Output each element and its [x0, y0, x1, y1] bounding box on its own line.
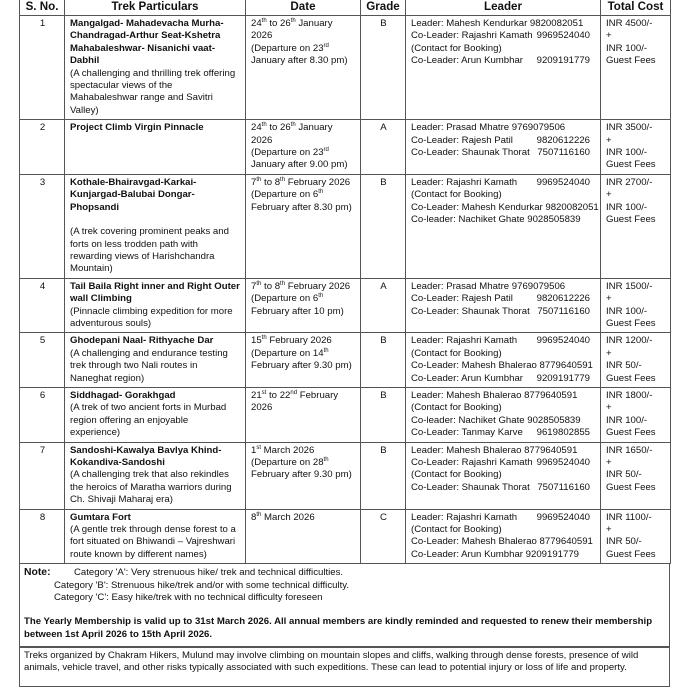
header-particulars: Trek Particulars — [65, 0, 246, 16]
trek-leaders — [406, 442, 601, 509]
leader-line: Co-leader: Nachiket Ghate 9028505839 — [411, 414, 581, 426]
cost-plus: + — [606, 347, 612, 359]
trek-cost — [601, 509, 671, 564]
cost-plus: + — [606, 134, 612, 146]
disclaimer-text: Treks organized by Chakram Hikers, Mulund may involve climbing on mountain slopes and cliffs, walking through dense forests, presence of wild animals, vehicle travel, and other risks typically associated with such expeditions. These can lead to potential injury or loss of life and property. — [19, 647, 670, 687]
trek-grade: A — [361, 278, 406, 333]
trek-cost — [601, 278, 671, 333]
category-c-note: Category 'C': Easy hike/trek with no technical difficulty foreseen — [54, 592, 323, 604]
table-row — [20, 174, 671, 278]
leader-line: Leader: Mahesh Bhalerao 8779640591 — [411, 444, 578, 456]
trek-title: Mangalgad- Mahadevacha Murha-Chandragad-Arthur Seat-Kshetra Mahabaleshwar- Nisanichi vaat-Dabhil — [70, 18, 224, 67]
guest-fee-label: Guest Fees — [606, 55, 656, 67]
leader-line: (Contact for Booking) — [411, 347, 502, 359]
trek-date: 7th to 8th February 2026 (Departure on 6th February after 8.30 pm) — [246, 174, 361, 278]
guest-fee-label: Guest Fees — [606, 159, 656, 171]
note-label: Note: — [24, 567, 51, 579]
leader-line: Co-Leader: Arun Kumbhar 9209191779 — [411, 55, 590, 67]
leader-line: Co-Leader: Mahesh Bhalerao 8779640591 — [411, 536, 593, 548]
table-row — [20, 509, 671, 564]
cost-plus: + — [606, 189, 612, 201]
cost-main: INR 3500/- — [606, 122, 653, 134]
leader-phone: 9969524040 — [536, 511, 590, 523]
leader-line: (Contact for Booking) — [411, 42, 502, 54]
category-b-note: Category 'B': Strenuous hike/trek and/or with some technical difficulty. — [54, 579, 349, 591]
trek-particulars — [65, 278, 246, 333]
leader-line: Leader: Rajashri Kamath 9969524040 — [411, 511, 590, 523]
cost-plus: + — [606, 402, 612, 414]
leader-phone: 9820612226 — [536, 134, 590, 146]
header-cost: Total Cost — [601, 0, 671, 16]
trek-leaders — [406, 387, 601, 442]
trek-title: Ghodepani Naal- Rithyache Dar — [70, 335, 214, 347]
trek-date: 21st to 22nd February 2026 — [246, 387, 361, 442]
trek-date: 15th February 2026 (Departure on 14th February after 9.30 pm) — [246, 333, 361, 388]
trek-leaders — [406, 120, 601, 175]
serial-number: 8 — [20, 509, 65, 564]
leader-line: Co-Leader: Rajashri Kamath 9969524040 — [411, 457, 590, 468]
category-a-note: Category 'A': Very strenuous hike/ trek and technical difficulties. — [74, 567, 344, 579]
guest-fee-label: Guest Fees — [606, 548, 656, 560]
leader-line: Co-Leader: Rajesh Patil 9820612226 — [411, 134, 590, 146]
leader-line: Co-Leader: Mahesh Bhalerao 8779640591 — [411, 360, 593, 372]
guest-fee: INR 100/- — [606, 42, 648, 54]
trek-description: (A trek covering prominent peaks and forts on less trodden path with rewarding views of Harishchandra Mountain) — [70, 226, 229, 275]
trek-grade: B — [361, 387, 406, 442]
trek-particulars — [65, 509, 246, 564]
trek-grade: B — [361, 442, 406, 509]
trek-title: Project Climb Virgin Pinnacle — [70, 122, 204, 134]
leader-line: (Contact for Booking) — [411, 189, 502, 201]
guest-fee: INR 100/- — [606, 414, 648, 426]
trek-rows — [20, 16, 671, 564]
header-sno: S. No. — [20, 0, 65, 16]
guest-fee-label: Guest Fees — [606, 427, 656, 439]
serial-number: 6 — [20, 387, 65, 442]
leader-line: Leader: Prasad Mhatre 9769079506 — [411, 122, 566, 134]
leader-phone: 7507116160 — [537, 147, 590, 159]
leader-line: Co-Leader: Arun Kumbhar 9209191779 — [411, 372, 590, 384]
trek-date: 7th to 8th February 2026 (Departure on 6th February after 10 pm) — [246, 278, 361, 333]
leader-line: Co-Leader: Arun Kumbhar 9209191779 — [411, 548, 580, 560]
guest-fee: INR 50/- — [606, 360, 642, 372]
table-row — [20, 120, 671, 175]
guest-fee-label: Guest Fees — [606, 214, 656, 226]
leader-phone: 9969524040 — [536, 30, 590, 42]
trek-cost — [601, 442, 671, 509]
trek-cost — [601, 387, 671, 442]
trek-grade: C — [361, 509, 406, 564]
leader-phone: 9820612226 — [536, 293, 590, 305]
guest-fee: INR 100/- — [606, 201, 648, 213]
guest-fee-label: Guest Fees — [606, 481, 656, 493]
guest-fee: INR 50/- — [606, 536, 642, 548]
leader-phone: 9209191779 — [536, 55, 590, 67]
table-row — [20, 16, 671, 120]
trek-description: (A challenging and thrilling trek offering spectacular views of the Mahabaleshwar range and Savitri Valley) — [70, 67, 236, 116]
trek-leaders — [406, 278, 601, 333]
trek-schedule-page — [19, 0, 670, 687]
departure-info: (Departure on 23rd January after 9.00 pm) — [251, 147, 348, 171]
serial-number: 7 — [20, 442, 65, 509]
trek-grade: A — [361, 120, 406, 175]
trek-title: Tail Baila Right inner and Right Outer wall Climbing — [70, 280, 240, 305]
leader-line: (Contact for Booking) — [411, 402, 502, 414]
leader-line: Co-Leader: Rajesh Patil 9820612226 — [411, 293, 590, 305]
leader-phone: 7507116160 — [537, 305, 590, 317]
trek-particulars — [65, 333, 246, 388]
trek-cost — [601, 333, 671, 388]
trek-title: Sandoshi-Kawalya Bavlya Khind-Kokandiva-Sandoshi — [70, 444, 222, 468]
trek-schedule-table — [19, 0, 671, 564]
cost-plus: + — [606, 293, 612, 305]
trek-description: (A challenging trek that also rekindles the heroics of Maratha warriors during Ch. Shivaji Maharaj era) — [70, 469, 232, 506]
trek-date: 24th to 26th January 2026 (Departure on 23rd January after 9.00 pm) — [246, 120, 361, 175]
cost-main: INR 1800/- — [606, 389, 653, 401]
serial-number: 3 — [20, 174, 65, 278]
trek-particulars — [65, 16, 246, 120]
table-row — [20, 442, 671, 509]
cost-plus: + — [606, 457, 612, 468]
trek-description: (A challenging and endurance testing trek through two Nali routes in Naneghat region) — [70, 347, 228, 384]
cost-main: INR 4500/- — [606, 18, 653, 29]
trek-date: 24th to 26th January 2026 (Departure on 23rd January after 8.30 pm) — [246, 16, 361, 120]
cost-main: INR 2700/- — [606, 176, 653, 188]
trek-description: (Pinnacle climbing expedition for more adventurous souls) — [70, 305, 233, 329]
trek-leaders — [406, 509, 601, 564]
guest-fee: INR 50/- — [606, 469, 642, 481]
leader-phone: 7507116160 — [537, 481, 590, 493]
notes-section — [19, 564, 670, 646]
leader-line: (Contact for Booking) — [411, 469, 502, 481]
trek-description: (A gentle trek through dense forest to a fort situated on Bhiwandi – Vajreshwari route known by different names) — [70, 524, 236, 560]
cost-main: INR 1500/- — [606, 280, 653, 292]
cost-plus: + — [606, 30, 612, 42]
leader-line: Co-Leader: Shaunak Thorat 7507116160 — [411, 305, 590, 317]
trek-cost — [601, 120, 671, 175]
departure-info: (Departure on 6th February after 8.30 pm) — [251, 189, 352, 213]
trek-title: Siddhagad- Gorakhgad — [70, 389, 176, 401]
leader-line: Leader: Rajashri Kamath 9969524040 — [411, 335, 590, 347]
departure-info: (Departure on 28th February after 9.30 pm) — [251, 457, 352, 481]
cost-main: INR 1100/- — [606, 511, 652, 523]
table-row — [20, 387, 671, 442]
trek-particulars — [65, 120, 246, 175]
guest-fee: INR 100/- — [606, 147, 648, 159]
leader-line: Co-Leader: Shaunak Thorat 7507116160 — [411, 147, 590, 159]
leader-phone: 9969524040 — [536, 335, 590, 347]
leader-line: Co-leader: Nachiket Ghate 9028505839 — [411, 214, 581, 226]
trek-cost — [601, 174, 671, 278]
trek-grade: B — [361, 333, 406, 388]
trek-date: 1st March 2026 (Departure on 28th February after 9.30 pm) — [246, 442, 361, 509]
trek-particulars — [65, 442, 246, 509]
departure-info: (Departure on 23rd January after 8.30 pm) — [251, 42, 348, 67]
leader-line: Co-Leader: Tanmay Karve 9619802855 — [411, 427, 590, 439]
trek-leaders — [406, 16, 601, 120]
cost-main: INR 1650/- — [606, 444, 653, 456]
cost-main: INR 1200/- — [606, 335, 653, 347]
leader-phone: 9969524040 — [536, 457, 590, 468]
header-date: Date — [246, 0, 361, 16]
departure-info: (Departure on 6th February after 10 pm) — [251, 293, 344, 317]
leader-line: Co-Leader: Shaunak Thorat 7507116160 — [411, 481, 590, 493]
leader-line: Co-Leader: Rajashri Kamath 9969524040 — [411, 30, 590, 42]
trek-particulars — [65, 387, 246, 442]
leader-line: (Contact for Booking) — [411, 524, 502, 536]
serial-number: 1 — [20, 16, 65, 120]
leader-line: Leader: Prasad Mhatre 9769079506 — [411, 280, 566, 292]
table-row — [20, 278, 671, 333]
leader-phone: 9969524040 — [536, 176, 590, 188]
trek-title: Gumtara Fort — [70, 511, 131, 523]
table-row — [20, 333, 671, 388]
header-leader: Leader — [406, 0, 601, 16]
header-grade: Grade — [361, 0, 406, 16]
departure-info: (Departure on 14th February after 9.30 pm) — [251, 347, 352, 372]
trek-cost — [601, 16, 671, 120]
guest-fee-label: Guest Fees — [606, 317, 656, 329]
trek-leaders — [406, 174, 601, 278]
leader-phone: 9619802855 — [536, 427, 590, 439]
trek-description: (A trek of two ancient forts in Murbad region offering an enjoyable experience) — [70, 402, 227, 439]
membership-notice: The Yearly Membership is valid up to 31st March 2026. All annual members are kindly reminded and requested to renew their membership between 1st April 2026 to 15th April 2026. — [24, 616, 653, 641]
leader-line: Leader: Mahesh Kendurkar 9820082051 — [411, 18, 584, 29]
leader-line: Leader: Mahesh Bhalerao 8779640591 — [411, 389, 578, 401]
serial-number: 5 — [20, 333, 65, 388]
trek-grade: B — [361, 174, 406, 278]
trek-grade: B — [361, 16, 406, 120]
leader-line: Co-Leader: Mahesh Kendurkar 9820082051 — [411, 201, 599, 213]
trek-title: Kothale-Bhairavgad-Karkai-Kunjargad-Balubai Dongar-Phopsandi — [70, 176, 197, 213]
trek-leaders — [406, 333, 601, 388]
table-header-row — [20, 0, 671, 16]
serial-number: 2 — [20, 120, 65, 175]
trek-particulars — [65, 174, 246, 278]
serial-number: 4 — [20, 278, 65, 333]
leader-line: Leader: Rajashri Kamath 9969524040 — [411, 176, 590, 188]
guest-fee: INR 100/- — [606, 305, 648, 317]
guest-fee-label: Guest Fees — [606, 372, 656, 384]
leader-phone: 9209191779 — [536, 372, 590, 384]
trek-date: 8th March 2026 — [246, 509, 361, 564]
cost-plus: + — [606, 524, 612, 536]
